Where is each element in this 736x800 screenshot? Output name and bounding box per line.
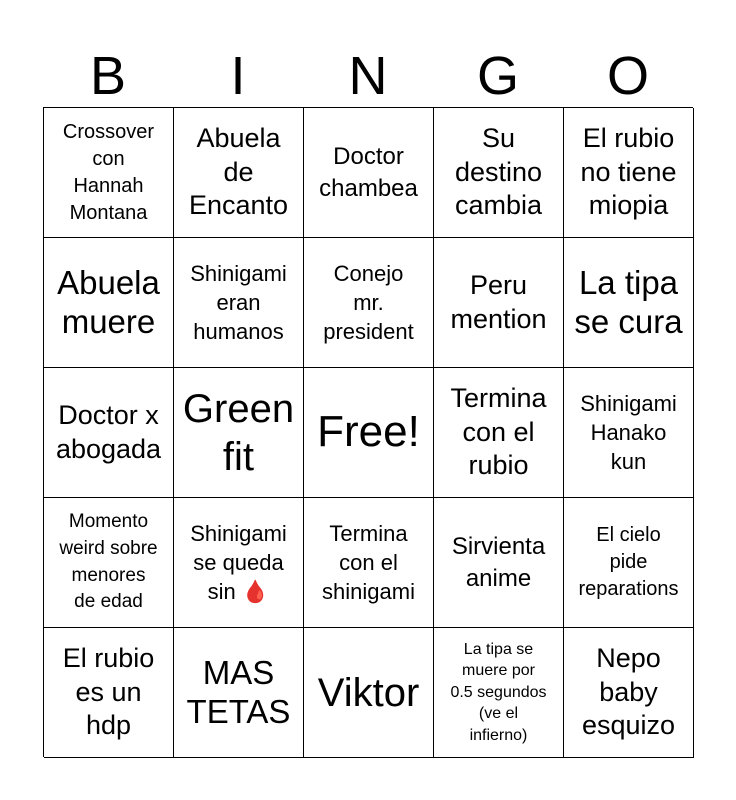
cell-text: Peru mention bbox=[450, 269, 547, 334]
cell-text: El rubio no tiene miopia bbox=[580, 122, 677, 221]
bingo-cell[interactable] bbox=[174, 498, 304, 628]
cell-text: Termina con el shinigami bbox=[322, 520, 415, 605]
bingo-cell[interactable] bbox=[434, 108, 564, 238]
cell-text: Crossover con Hannah Montana bbox=[62, 120, 155, 224]
bingo-cell[interactable] bbox=[174, 368, 304, 498]
bingo-cell[interactable] bbox=[564, 108, 694, 238]
bingo-cell[interactable] bbox=[434, 628, 564, 758]
bingo-cell[interactable] bbox=[434, 238, 564, 368]
bingo-header bbox=[43, 44, 693, 108]
cell-text: Doctor x abogada bbox=[55, 399, 162, 464]
bingo-cell[interactable] bbox=[174, 628, 304, 758]
free-space-text: Free! bbox=[317, 407, 420, 457]
bingo-cell[interactable] bbox=[304, 628, 434, 758]
header-letter-i: I bbox=[230, 46, 246, 106]
bingo-cell[interactable] bbox=[44, 368, 174, 498]
header-letter-n: N bbox=[348, 46, 388, 106]
bingo-cell[interactable] bbox=[434, 498, 564, 628]
cell-text: Su destino cambia bbox=[454, 122, 543, 221]
cell-text: Shinigami eran humanos bbox=[190, 260, 287, 345]
bingo-cell[interactable] bbox=[564, 368, 694, 498]
free-space-cell[interactable] bbox=[304, 368, 434, 498]
bingo-cell[interactable] bbox=[304, 238, 434, 368]
cell-text: Nepo baby esquizo bbox=[581, 642, 676, 741]
header-letter-b: B bbox=[89, 46, 127, 106]
bingo-cell[interactable] bbox=[174, 238, 304, 368]
cell-text: Conejo mr. president bbox=[323, 260, 414, 345]
cell-text: Momento weird sobre menores de edad bbox=[59, 511, 158, 613]
cell-text: Abuela muere bbox=[57, 263, 160, 340]
cell-text: Green fit bbox=[182, 386, 295, 479]
bingo-cell[interactable] bbox=[564, 498, 694, 628]
cell-text: Shinigami Hanako kun bbox=[580, 390, 677, 475]
cell-text: MAS TETAS bbox=[186, 653, 291, 730]
bingo-cell[interactable] bbox=[304, 108, 434, 238]
bingo-cell[interactable] bbox=[44, 628, 174, 758]
bingo-cell[interactable] bbox=[44, 108, 174, 238]
bingo-board bbox=[43, 107, 693, 757]
cell-text: El rubio es un hdp bbox=[62, 642, 155, 741]
header-letter-o: O bbox=[606, 46, 649, 106]
cell-text: Sirvienta anime bbox=[451, 533, 546, 592]
cell-text: El cielo pide reparations bbox=[578, 524, 679, 600]
header-letter-g: G bbox=[476, 46, 519, 106]
bingo-cell[interactable] bbox=[44, 498, 174, 628]
bingo-cell[interactable] bbox=[434, 368, 564, 498]
bingo-cell[interactable] bbox=[564, 238, 694, 368]
bingo-cell[interactable] bbox=[44, 238, 174, 368]
cell-text: Viktor bbox=[317, 670, 420, 715]
bingo-cell[interactable] bbox=[564, 628, 694, 758]
cell-text: La tipa se muere por 0.5 segundos (ve el infierno) bbox=[450, 640, 547, 744]
cell-text: Shinigami se queda sin 🩸 bbox=[190, 520, 287, 605]
cell-text: Termina con el rubio bbox=[450, 382, 547, 481]
cell-text: Abuela de Encanto bbox=[188, 122, 289, 221]
bingo-cell[interactable] bbox=[174, 108, 304, 238]
cell-text: Doctor chambea bbox=[319, 143, 418, 202]
bingo-cell[interactable] bbox=[304, 498, 434, 628]
cell-text: La tipa se cura bbox=[574, 263, 683, 340]
